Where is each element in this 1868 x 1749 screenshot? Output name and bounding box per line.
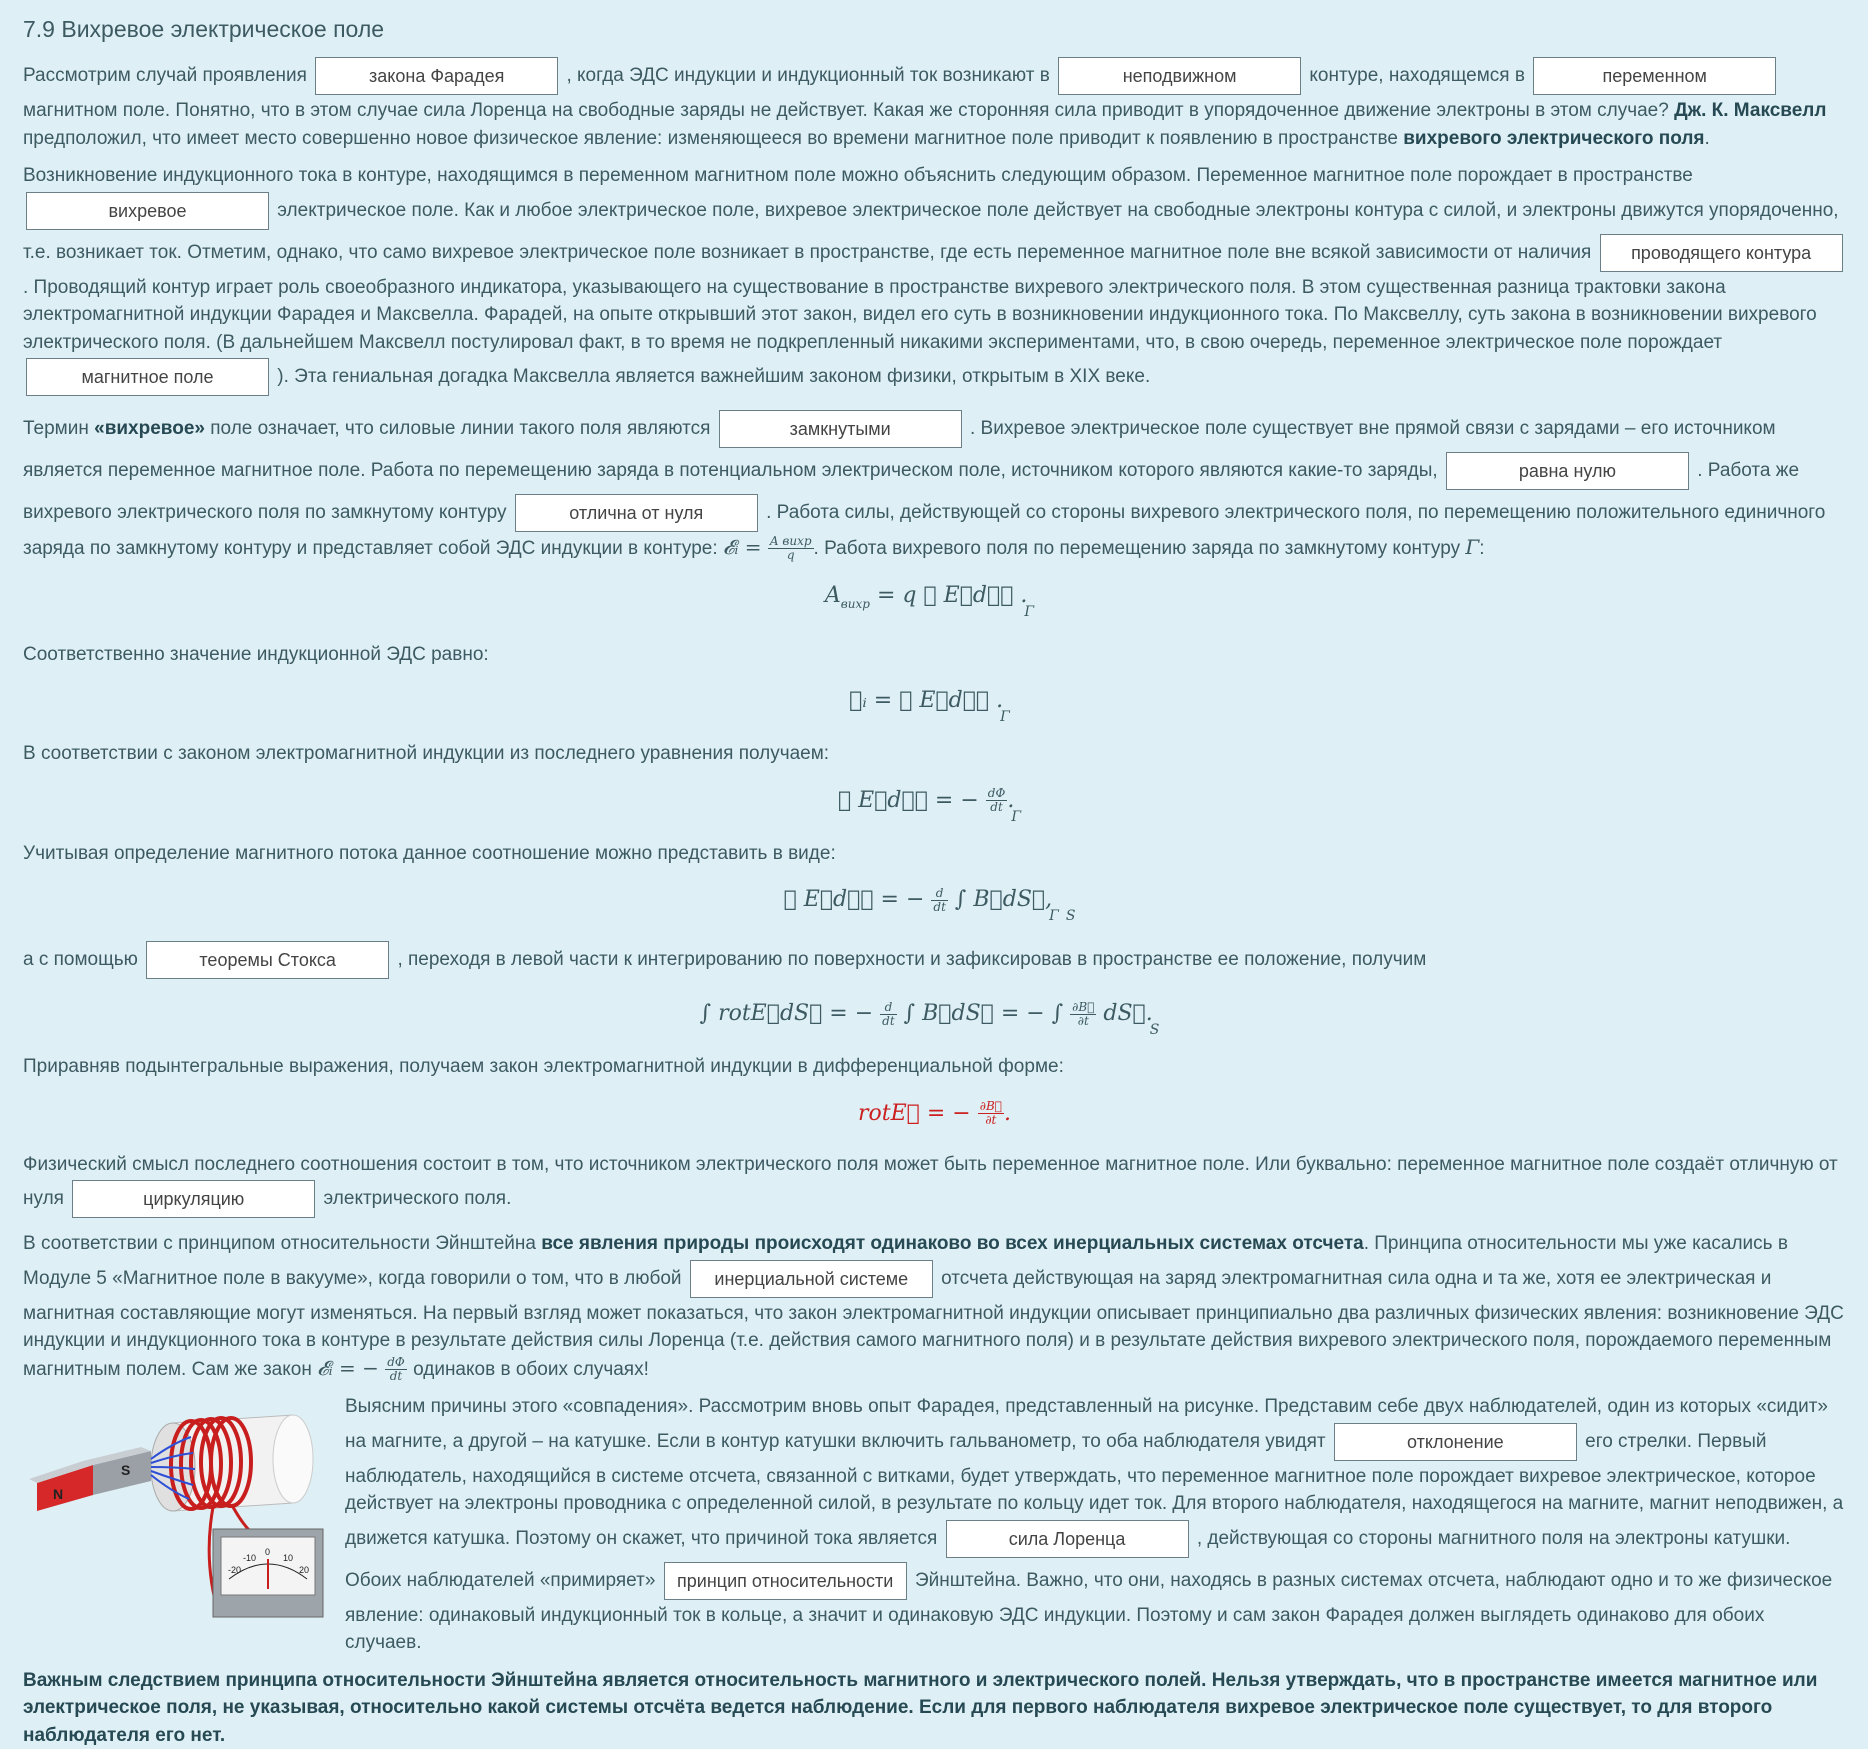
- integral-limit: Γ: [1011, 809, 1021, 825]
- paragraph-1: [23, 55, 1846, 152]
- numerator: dΦ: [986, 787, 1008, 801]
- answer-box[interactable]: отлична от нуля: [515, 494, 758, 532]
- fraction: [880, 1001, 897, 1028]
- answer-box[interactable]: теоремы Стокса: [146, 941, 389, 979]
- formula-stokes: [23, 999, 1846, 1031]
- answer-box[interactable]: принцип относительности: [664, 1562, 907, 1600]
- text: контуре, находящемся в: [1309, 65, 1525, 86]
- integral-limit: Γ: [1024, 604, 1034, 620]
- integral-limit: S: [1150, 1022, 1160, 1038]
- denominator: ∂t: [978, 1114, 1004, 1127]
- denominator: dt: [986, 801, 1008, 814]
- math-text: dS⃗.: [1103, 1001, 1152, 1026]
- text: , переходя в левой части к интегрированию по поверхности и зафиксировав в пространстве ее положение, получим: [397, 949, 1426, 970]
- bold-text: все явления природы происходят одинаково во всех инерциальных системах отсчета: [541, 1233, 1363, 1254]
- numerator: ∂B⃗: [1070, 1001, 1096, 1015]
- sentence: Приравняв подынтегральные выражения, получаем закон электромагнитной индукции в дифференциальной форме:: [23, 1053, 1846, 1081]
- magnet-n-label: N: [53, 1486, 63, 1502]
- faraday-experiment-illustration: [23, 1393, 333, 1623]
- math-text: ∫ B⃗dS⃗,: [955, 887, 1052, 912]
- text: В соответствии с принципом относительности Эйнштейна: [23, 1233, 536, 1254]
- integral-limit: Γ: [1000, 709, 1010, 725]
- sentence: В соответствии с законом электромагнитной индукции из последнего уравнения получаем:: [23, 740, 1846, 768]
- math-text: ∫ rotE⃗dS⃗ = −: [700, 1001, 874, 1026]
- formula-differential: [23, 1099, 1846, 1129]
- integral-limit: S: [1066, 908, 1076, 924]
- answer-box[interactable]: инерциальной системе: [690, 1260, 933, 1298]
- math-text: A: [825, 583, 841, 608]
- math-text: .: [1007, 788, 1014, 813]
- denominator: dt: [931, 901, 948, 914]
- scale-label: 0: [265, 1547, 270, 1557]
- figure-section: [23, 1393, 1846, 1667]
- formula-work: [23, 581, 1846, 619]
- answer-box[interactable]: отклонение: [1334, 1423, 1577, 1461]
- faraday-experiment-figure: [23, 1393, 333, 1623]
- text: отсчета действующая на заряд электромагнитная сила одна и та же, хотя ее электрическая и магнитная составляющие могут изменяться. На первый взгляд может показаться, что закон электромагнитной индукции описывает принципиально два различных физических явления: возникновение ЭДС индукции и индукционного тока в контуре в результате действия силы Лоренца (т.е. действия самого магнитного поля) и в результате действия вихревого электрического поля, порождаемого переменным магнитным полем. Сам же закон: [23, 1268, 1844, 1380]
- text: электрическое поле. Как и любое электрическое поле, вихревое электрическое поле действует на свободные электроны контура с силой, и электроны движутся упорядоченно, т.е. возникает ток. Отметим, однако, что само вихревое электрическое поле возникает в пространстве, где есть переменное магнитное поле вне всякой зависимости от наличия: [23, 200, 1839, 263]
- text: электрического поля.: [324, 1188, 512, 1209]
- figure-text: [345, 1393, 1846, 1667]
- text: Термин: [23, 418, 89, 439]
- conclusion-text: Важным следствием принципа относительности Эйнштейна является относительность магнитного и электрического полей. Нельзя утверждать, что в пространстве имеется магнитное или электрическое поля, не указывая, относительно какой системы отсчёта ведется наблюдение. Если для первого наблюдателя вихревое электрическое поле существует, то для второго наблюдателя его нет.: [23, 1667, 1846, 1749]
- math-text: 𝓔ᵢ =: [723, 535, 762, 559]
- text: Выясним причины этого «совпадения». Рассмотрим вновь опыт Фарадея, представленный на рисунке. Представим себе двух наблюдателей, один из которых «сидит» на магните, а другой – на катушке. Если в контур катушки включить гальванометр, то оба наблюдателя увидят: [345, 1396, 1828, 1452]
- math-text: rotE⃗ = −: [858, 1101, 971, 1126]
- answer-box[interactable]: циркуляцию: [72, 1180, 315, 1218]
- fraction: [1070, 1001, 1096, 1028]
- answer-box[interactable]: закона Фарадея: [315, 57, 558, 95]
- text: поле означает, что силовые линии такого поля являются: [210, 418, 710, 439]
- math-text: 𝓔ᵢ = ∮ E⃗dℓ⃗ .: [849, 688, 1003, 713]
- text: .: [1705, 128, 1710, 149]
- numerator: A вихр: [768, 535, 814, 549]
- bold-text: вихревого электрического поля: [1403, 128, 1704, 149]
- math-subscript: вихр: [841, 597, 870, 611]
- math-text: 𝓔ᵢ = −: [317, 1356, 379, 1380]
- text: магнитном поле. Понятно, что в этом случае сила Лоренца на свободные заряды не действует. Какая же сторонняя сила приводит в упорядоченное движение электроны в этом случае?: [23, 100, 1669, 121]
- text: . Работа силы, действующей со стороны вихревого электрического поля, по перемещению положительного единичного заряда по замкнутому контуру и представляет собой ЭДС индукции в контуре:: [23, 502, 1825, 559]
- paragraph-7: [345, 1393, 1846, 1657]
- text: Физический смысл последнего соотношения состоит в том, что источником электрического поля может быть переменное магнитное поле. Или буквально: переменное магнитное поле создаёт отличную от нуля: [23, 1154, 1838, 1210]
- magnet-s-label: S: [121, 1462, 130, 1478]
- scale-label: -20: [228, 1565, 241, 1575]
- text: , когда ЭДС индукции и индукционный ток возникают в: [566, 65, 1049, 86]
- fraction: [931, 887, 948, 914]
- text: . Работа вихревого поля по перемещению заряда по замкнутому контуру: [814, 538, 1461, 559]
- formula-flux: [23, 885, 1846, 917]
- fraction: [768, 535, 814, 562]
- text: , действующая со стороны магнитного поля на электроны катушки. Обоих наблюдателей «примиряет»: [345, 1528, 1790, 1591]
- text: а с помощью: [23, 949, 138, 970]
- denominator: dt: [385, 1370, 407, 1383]
- math-symbol: Γ: [1465, 535, 1479, 559]
- inline-formula: [317, 1356, 413, 1380]
- answer-box[interactable]: равна нулю: [1446, 452, 1689, 490]
- formula-faraday: [23, 786, 1846, 818]
- text: ). Эта гениальная догадка Максвелла является важнейшим законом физики, открытым в XIX веке.: [277, 366, 1150, 387]
- sentence: Учитывая определение магнитного потока данное соотношение можно представить в виде:: [23, 840, 1846, 868]
- numerator: dΦ: [385, 1356, 407, 1370]
- paragraph-5: [23, 1151, 1846, 1221]
- fraction: [978, 1100, 1004, 1127]
- paragraph-4: [23, 939, 1846, 981]
- text: предположил, что имеет место совершенно новое физическое явление: изменяющееся во времени магнитное поле приводит к появлению в пространстве: [23, 128, 1398, 149]
- denominator: dt: [880, 1015, 897, 1028]
- math-text: ∫ B⃗dS⃗ = − ∫: [904, 1001, 1064, 1026]
- answer-box[interactable]: вихревое: [26, 192, 269, 230]
- text: Возникновение индукционного тока в контуре, находящимся в переменном магнитном поле можно объяснить следующим образом. Переменное магнитное поле порождает в пространстве: [23, 165, 1693, 186]
- text: . Принципа относительности мы уже касались в Модуле 5 «Магнитное поле в вакууме», когда говорили о том, что в любой: [23, 1233, 1788, 1289]
- math-text: ∮ E⃗dℓ⃗ = −: [838, 788, 979, 813]
- scale-label: 20: [299, 1565, 309, 1575]
- formula-emf: [23, 686, 1846, 718]
- answer-box[interactable]: проводящего контура: [1600, 234, 1843, 272]
- bold-text: «вихревое»: [94, 418, 205, 439]
- numerator: d: [931, 887, 948, 901]
- text: . Работа же вихревого электрического поля по замкнутому контуру: [23, 460, 1799, 523]
- denominator: ∂t: [1070, 1015, 1096, 1028]
- answer-box[interactable]: замкнутыми: [719, 410, 962, 448]
- scale-label: -10: [243, 1553, 256, 1563]
- bold-text: Дж. К. Максвелл: [1674, 100, 1826, 121]
- text: :: [1479, 538, 1484, 559]
- paragraph-3: [23, 408, 1846, 563]
- fraction: [986, 787, 1008, 814]
- page-title: 7.9 Вихревое электрическое поле: [23, 14, 1846, 44]
- numerator: d: [880, 1001, 897, 1015]
- math-text: .: [1004, 1101, 1011, 1126]
- text: Эйнштейна. Важно, что они, находясь в разных системах отсчета, наблюдают одно и то же физическое явление: одинаковый индукционный ток в кольце, а значит и одинаковую ЭДС индукции. Поэтому и сам закон Фарадея должен выглядеть одинаково для обоих случаев.: [345, 1570, 1832, 1653]
- answer-box[interactable]: неподвижном: [1058, 57, 1301, 95]
- scale-label: 10: [283, 1553, 293, 1563]
- text: . Вихревое электрическое поле существует вне прямой связи с зарядами – его источником является переменное магнитное поле. Работа по перемещению заряда в потенциальном электрическом поле, источником которого являются какие-то заряды,: [23, 418, 1776, 481]
- answer-box[interactable]: магнитное поле: [26, 358, 269, 396]
- inline-formula: [723, 535, 814, 559]
- text: . Проводящий контур играет роль своеобразного индикатора, указывающего на существование в пространстве вихревого электрического поля. В этом существенная разница трактовки закона электромагнитной индукции Фарадея и Максвелла. Фарадей, на опыте открывший этот закон, видел его суть в возникновении индукционного тока. По Максвеллу, суть закона в возникновении вихревого электрического поля. (В дальнейшем Максвелл постулировал факт, в то время не подкрепленный никакими экспериментами, что, в свою очередь, переменное электрическое поле порождает: [23, 277, 1817, 353]
- numerator: ∂B⃗: [978, 1100, 1004, 1114]
- answer-box[interactable]: сила Лоренца: [946, 1520, 1189, 1558]
- math-text: = q ∮ E⃗dℓ⃗ .: [877, 583, 1027, 608]
- text: одинаков в обоих случаях!: [413, 1359, 649, 1380]
- math-text: ∮ E⃗dℓ⃗ = −: [784, 887, 925, 912]
- sentence: Соответственно значение индукционной ЭДС равно:: [23, 641, 1846, 669]
- denominator: q: [768, 549, 814, 562]
- text: Рассмотрим случай проявления: [23, 65, 307, 86]
- paragraph-6: [23, 1230, 1846, 1383]
- integral-limit: Γ: [1049, 908, 1059, 924]
- paragraph-2: [23, 162, 1846, 398]
- fraction: [385, 1356, 407, 1383]
- text: его стрелки. Первый наблюдатель, находящийся в системе отсчета, связанной с витками, будет утверждать, что переменное магнитное поле порождает вихревое электрическое, которое действует на электроны проводника с определенной силой, в результате по кольцу идет ток. Для второго наблюдателя, находящегося на магните, магнит неподвижен, а движется катушка. Поэтому он скажет, что причиной тока является: [345, 1431, 1843, 1549]
- answer-box[interactable]: переменном: [1533, 57, 1776, 95]
